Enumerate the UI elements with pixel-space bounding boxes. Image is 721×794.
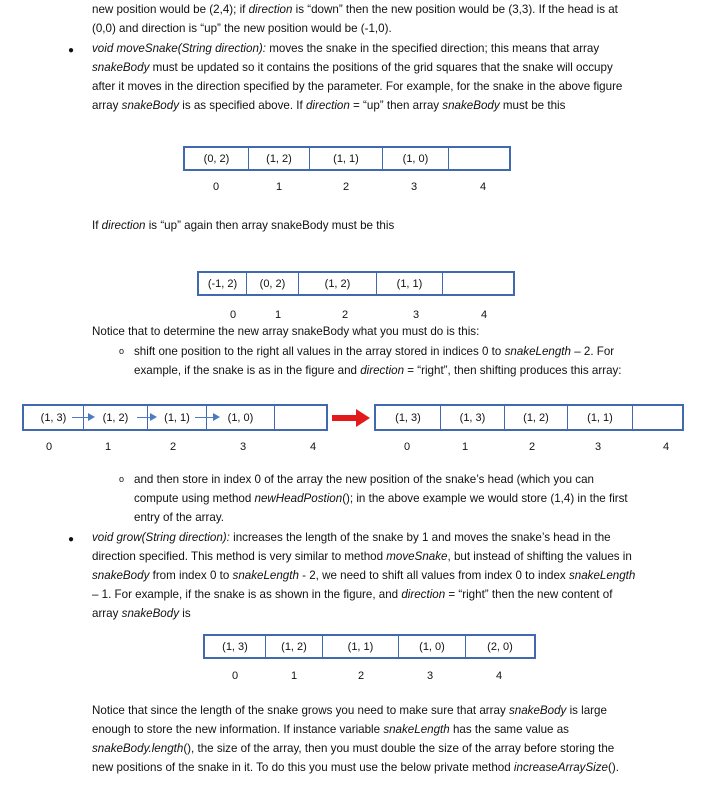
array-cell: (0, 2) bbox=[185, 148, 249, 169]
text-line: (0,0) and direction is “up” the new position would be (-1,0). bbox=[92, 22, 392, 35]
array-cell: (1, 3) bbox=[376, 406, 441, 429]
link-arrow bbox=[137, 417, 150, 418]
text-line: entry of the array. bbox=[134, 511, 224, 524]
array-index: 3 bbox=[427, 670, 434, 682]
array-index: 0 bbox=[404, 441, 411, 453]
array-after-up-again bbox=[197, 271, 515, 296]
text-line: array snakeBody is bbox=[92, 607, 191, 620]
link-arrow bbox=[72, 417, 88, 418]
array-index: 1 bbox=[291, 670, 298, 682]
text-line: example, if the snake is as in the figure and direction = “right”, then shifting produces this array: bbox=[134, 364, 622, 377]
array-cell: (0, 2) bbox=[247, 273, 299, 294]
sub-bullet-icon: o bbox=[119, 474, 125, 484]
array-cell: (1, 1) bbox=[323, 636, 399, 657]
array-cell: (1, 3) bbox=[24, 406, 84, 429]
array-after-grow bbox=[203, 634, 536, 659]
array-cell bbox=[443, 273, 513, 294]
transform-arrow-icon bbox=[332, 409, 372, 427]
array-index: 3 bbox=[240, 441, 247, 453]
array-cell: (1, 1) bbox=[568, 406, 633, 429]
link-arrow bbox=[195, 417, 213, 418]
array-index: 4 bbox=[310, 441, 317, 453]
array-index: 2 bbox=[170, 441, 177, 453]
arrowhead-icon bbox=[88, 413, 95, 421]
text-line: Notice that since the length of the snake grows you need to make sure that array snakeBody is large bbox=[92, 704, 607, 717]
bullet-icon: ● bbox=[68, 534, 75, 545]
array-index: 4 bbox=[481, 309, 488, 321]
array-index: 0 bbox=[230, 309, 237, 321]
array-after-shift bbox=[374, 404, 684, 431]
array-cell bbox=[633, 406, 682, 429]
array-cell: (1, 3) bbox=[205, 636, 266, 657]
text-line: and then store in index 0 of the array the new position of the snake’s head (which you can bbox=[134, 473, 594, 486]
text-line: new positions of the snake in it. To do this you must use the below private method increaseArraySize(). bbox=[92, 761, 619, 774]
array-cell: (1, 2) bbox=[505, 406, 568, 429]
array-index: 1 bbox=[275, 309, 282, 321]
array-cell bbox=[275, 406, 326, 429]
text-line: compute using method newHeadPostion(); in the above example we would store (1,4) in the first bbox=[134, 492, 628, 505]
method-description: void moveSnake(String direction): moves the snake in the specified direction; this means that array bbox=[92, 42, 600, 55]
array-index: 2 bbox=[343, 181, 350, 193]
array-cell: (1, 0) bbox=[399, 636, 466, 657]
array-index: 0 bbox=[232, 670, 239, 682]
array-index: 0 bbox=[213, 181, 220, 193]
array-index: 4 bbox=[480, 181, 487, 193]
text-line: after it moves in the direction specified by the parameter. For example, for the snake in the above figure bbox=[92, 80, 623, 93]
text-line: snakeBody.length(), the size of the array, then you must double the size of the array before storing the bbox=[92, 742, 615, 755]
array-index: 3 bbox=[413, 309, 420, 321]
array-cell: (2, 0) bbox=[487, 640, 513, 653]
array-index: 1 bbox=[462, 441, 469, 453]
text-line: array snakeBody is as specified above. If direction = “up” then array snakeBody must be this bbox=[92, 99, 566, 112]
arrowhead-icon bbox=[213, 413, 220, 421]
method-description: void grow(String direction): increases the length of the snake by 1 and moves the snake’s head in the bbox=[92, 531, 611, 544]
array-cell: (1, 1) bbox=[310, 148, 383, 169]
array-index: 3 bbox=[595, 441, 602, 453]
sub-bullet-icon: o bbox=[119, 346, 125, 356]
array-cell: (1, 1) bbox=[148, 406, 207, 429]
array-index: 0 bbox=[46, 441, 53, 453]
array-index: 3 bbox=[411, 181, 418, 193]
array-cell: (1, 2) bbox=[249, 148, 310, 169]
array-cell: (1, 2) bbox=[299, 273, 377, 294]
array-cell: (-1, 2) bbox=[199, 273, 247, 294]
arrowhead-icon bbox=[150, 413, 157, 421]
array-index: 2 bbox=[342, 309, 349, 321]
array-cell: (1, 2) bbox=[266, 636, 323, 657]
array-cell: (1, 0) bbox=[207, 406, 275, 429]
array-cell: (1, 0) bbox=[383, 148, 449, 169]
text-line: shift one position to the right all values in the array stored in indices 0 to snakeLength – 2. For bbox=[134, 345, 615, 358]
text-line: enough to store the new information. If instance variable snakeLength has the same value as bbox=[92, 723, 569, 736]
array-index: 1 bbox=[276, 181, 283, 193]
array-index: 1 bbox=[105, 441, 112, 453]
array-cell: (1, 2) bbox=[84, 406, 148, 429]
array-index: 4 bbox=[663, 441, 670, 453]
text-line: – 1. For example, if the snake is as shown in the figure, and direction = “right” then the new content of bbox=[92, 588, 613, 601]
array-index: 2 bbox=[358, 670, 365, 682]
array-before-shift bbox=[22, 404, 328, 431]
array-index: 2 bbox=[529, 441, 536, 453]
array-after-up bbox=[183, 146, 511, 171]
text-line: snakeBody from index 0 to snakeLength - 2, we need to shift all values from index 0 to index snakeLength bbox=[92, 569, 636, 582]
text-line: snakeBody must be updated so it contains the positions of the grid squares that the snake will occupy bbox=[92, 61, 613, 74]
array-cell bbox=[449, 148, 509, 169]
array-cell: (1, 3) bbox=[441, 406, 505, 429]
text-line: new position would be (2,4); if direction is “down” then the new position would be (3,3). If the head is at bbox=[92, 3, 618, 16]
text-line: If direction is “up” again then array snakeBody must be this bbox=[92, 219, 395, 232]
array-index: 4 bbox=[496, 670, 503, 682]
bullet-icon: ● bbox=[68, 45, 75, 56]
text-line: direction specified. This method is very similar to method moveSnake, but instead of shifting the values in bbox=[92, 550, 632, 563]
array-cell: (1, 1) bbox=[377, 273, 443, 294]
text-line: Notice that to determine the new array snakeBody what you must do is this: bbox=[92, 325, 480, 338]
